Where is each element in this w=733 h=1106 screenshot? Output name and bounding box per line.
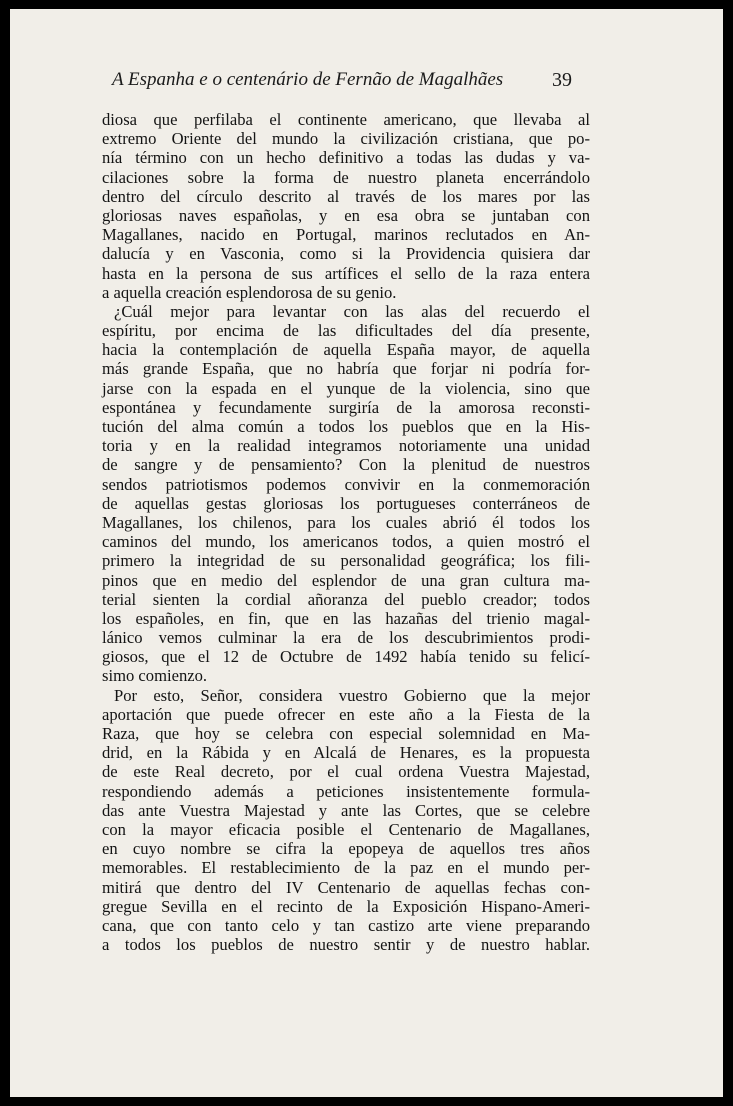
text-line: pinos que en medio del esplendor de una gran cultura ma- [102, 570, 590, 590]
text-line: aportación que puede ofrecer en este año a la Fiesta de la [102, 704, 590, 724]
text-line: terial sienten la cordial añoranza del pueblo creador; todos [102, 589, 590, 609]
text-line: de aquellas gestas gloriosas los portugueses conterráneos de [102, 493, 590, 513]
text-line: tución del alma común a todos los pueblos que en la His- [102, 417, 590, 436]
text-line: drid, en la Rábida y en Alcalá de Henares, es la propuesta [102, 743, 590, 763]
text-line: simo comienzo. [102, 666, 208, 686]
text-line: más grande España, que no habría que forjar ni podría for- [102, 359, 590, 379]
text-line: dalucía y en Vasconia, como si la Providencia quisiera dar [102, 244, 590, 264]
text-line: jarse con la espada en el yunque de la violencia, sino que [102, 378, 590, 398]
text-line: respondiendo además a peticiones insistentemente formula- [102, 781, 590, 801]
text-line: diosa que perfilaba el continente americano, que llevaba al [102, 110, 590, 129]
text-line: toria y en la realidad integramos notoriamente una unidad [102, 436, 590, 456]
text-line: de este Real decreto, por el cual ordena Vuestra Majestad, [102, 762, 590, 782]
text-line: de sangre y de pensamiento? Con la plenitud de nuestros [102, 455, 590, 475]
text-line: lánico vemos culminar la era de los descubrimientos prodi- [102, 628, 590, 648]
page-number: 39 [552, 69, 572, 91]
running-header: A Espanha e o centenário de Fernão de Magalhães [112, 69, 504, 90]
text-line: mitirá que dentro del IV Centenario de aquellas fechas con- [102, 877, 590, 897]
text-line: dentro del círculo descrito al través de los mares por las [102, 186, 590, 206]
text-line: espontánea y fecundamente surgiría de la amorosa reconsti- [102, 397, 590, 417]
text-line: espíritu, por encima de las dificultades del día presente, [102, 321, 590, 341]
text-line: en cuyo nombre se cifra la epopeya de aquellos tres años [102, 839, 590, 859]
text-line: nía término con un hecho definitivo a todas las dudas y va- [102, 148, 590, 168]
text-line: con la mayor eficacia posible el Centenario de Magallanes, [102, 819, 590, 839]
text-line: caminos del mundo, los americanos todos, a quien mostró el [102, 532, 590, 552]
text-line: a aquella creación esplendorosa de su genio. [102, 282, 397, 302]
text-line: giosos, que el 12 de Octubre de 1492 había tenido su felicí- [102, 647, 590, 667]
text-line: ¿Cuál mejor para levantar con las alas del recuerdo el [114, 301, 590, 321]
text-line: Magallanes, los chilenos, para los cuales abrió él todos los [102, 512, 590, 532]
text-line: a todos los pueblos de nuestro sentir y de nuestro hablar. [102, 935, 590, 955]
body-text [102, 110, 590, 954]
text-line: gloriosas naves españolas, y en esa obra se juntaban con [102, 205, 590, 225]
text-line: extremo Oriente del mundo la civilización cristiana, que po- [102, 129, 590, 149]
text-line: hasta en la persona de sus artífices el sello de la raza entera [102, 263, 590, 283]
text-line: sendos patriotismos podemos convivir en la conmemoración [102, 474, 590, 494]
text-line: los españoles, en fin, que en las hazañas del trienio magal- [102, 608, 590, 628]
text-line: das ante Vuestra Majestad y ante las Cortes, que se celebre [102, 800, 590, 820]
text-line: cilaciones sobre la forma de nuestro planeta encerrándolo [102, 167, 590, 187]
text-line: gregue Sevilla en el recinto de la Exposición Hispano-Ameri- [102, 896, 590, 916]
text-line: primero la integridad de su personalidad geográfica; los fili- [102, 551, 590, 571]
text-line: memorables. El restablecimiento de la paz en el mundo per- [102, 858, 590, 878]
text-line: cana, que con tanto celo y tan castizo arte viene preparando [102, 915, 590, 935]
text-line: hacia la contemplación de aquella España mayor, de aquella [102, 340, 590, 360]
text-line: Por esto, Señor, considera vuestro Gobierno que la mejor [114, 685, 590, 705]
book-page [10, 9, 723, 1097]
text-line: Raza, que hoy se celebra con especial solemnidad en Ma- [102, 724, 590, 743]
text-line: Magallanes, nacido en Portugal, marinos reclutados en An- [102, 225, 590, 245]
